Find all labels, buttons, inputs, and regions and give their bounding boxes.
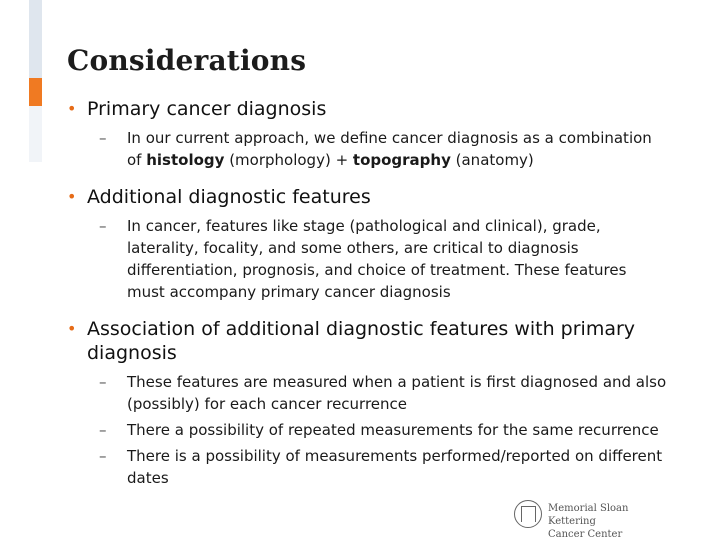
- logo-line-1: Memorial Sloan Kettering: [548, 503, 629, 527]
- dash-icon: –: [99, 217, 107, 235]
- bullet-icon: •: [67, 187, 77, 206]
- dash-icon: –: [99, 373, 107, 391]
- sub-text-part: (morphology) +: [224, 151, 353, 169]
- bullet-text: Primary cancer diagnosis: [87, 98, 327, 120]
- sub-bullet-different-dates: [67, 445, 667, 489]
- sub-bullet-diagnosis-definition: [67, 127, 667, 171]
- sub-bullet-repeated-measurements: [67, 419, 667, 441]
- sub-bullet-measured-first-diagnosed: [67, 371, 667, 415]
- dash-icon: –: [99, 421, 107, 439]
- bullet-icon: •: [67, 99, 77, 118]
- decorative-bar-bottom: [29, 106, 42, 162]
- sub-text-part: In our current approach, we define cancer diagnosis as a combination of: [127, 129, 652, 169]
- dash-icon: –: [99, 129, 107, 147]
- bullet-association-features: [67, 317, 667, 365]
- bullet-additional-diagnostic-features: [67, 185, 667, 209]
- decorative-bar-top: [29, 0, 42, 78]
- sub-text: In cancer, features like stage (pathological and clinical), grade, laterality, focality, and some others, are critical to diagnosis differentiation, prognosis, and choice of treatment. These features must accompany primary cancer diagnosis: [127, 217, 627, 301]
- seal-icon: [514, 500, 542, 528]
- sub-bullet-features-critical: [67, 215, 667, 303]
- sub-text: These features are measured when a patient is first diagnosed and also (possibly) for each cancer recurrence: [127, 373, 667, 413]
- decorative-bar-accent: [29, 78, 42, 106]
- topography-term: topography: [352, 151, 451, 169]
- bullet-text: Association of additional diagnostic features with primary diagnosis: [87, 318, 636, 364]
- sub-text-part: (anatomy): [450, 151, 534, 169]
- bullet-text: Additional diagnostic features: [87, 186, 371, 208]
- logo-line-2: Cancer Center: [548, 529, 623, 540]
- slide-title: Considerations: [67, 44, 307, 77]
- histology-term: histology: [146, 151, 225, 169]
- bullet-primary-cancer-diagnosis: [67, 97, 667, 121]
- dash-icon: –: [99, 447, 107, 465]
- sub-text: There is a possibility of measurements performed/reported on different dates: [127, 447, 663, 487]
- bullet-icon: •: [67, 319, 77, 338]
- sub-text: There a possibility of repeated measurements for the same recurrence: [127, 421, 659, 439]
- msk-logo: [514, 498, 674, 540]
- logo-text: [548, 502, 674, 541]
- slide-content: [67, 97, 667, 489]
